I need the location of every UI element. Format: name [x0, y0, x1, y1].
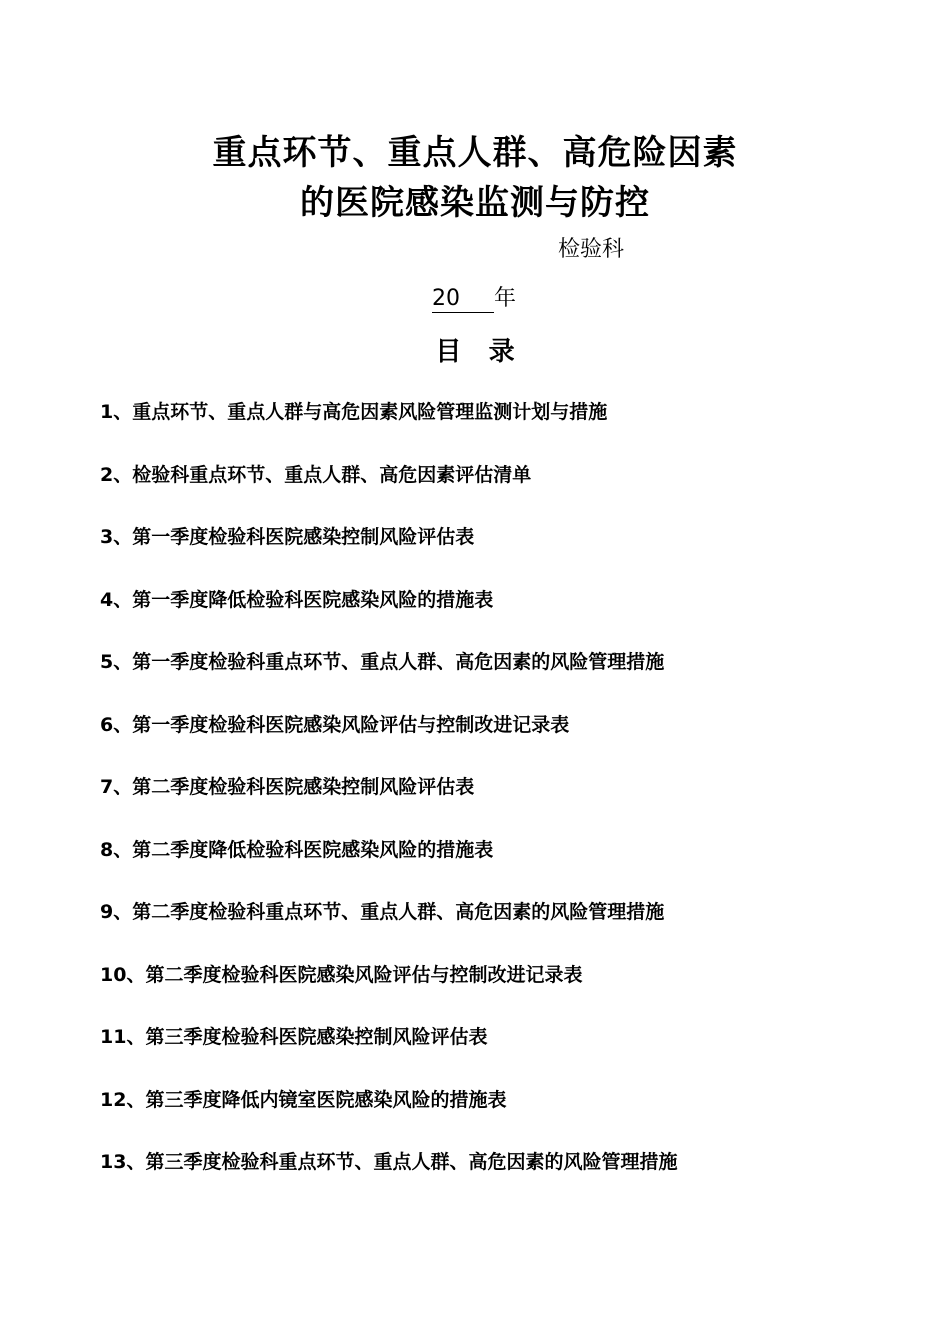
toc-item: 10、第二季度检验科医院感染风险评估与控制改进记录表	[100, 963, 583, 986]
toc-item: 6、第一季度检验科医院感染风险评估与控制改进记录表	[100, 713, 570, 736]
toc-item: 4、第一季度降低检验科医院感染风险的措施表	[100, 588, 494, 611]
toc-item: 9、第二季度检验科重点环节、重点人群、高危因素的风险管理措施	[100, 901, 665, 923]
toc-item: 3、第一季度检验科医院感染控制风险评估表	[100, 526, 475, 548]
toc-item: 12、第三季度降低内镜室医院感染风险的措施表	[100, 1088, 507, 1111]
toc-item: 1、重点环节、重点人群与高危因素风险管理监测计划与措施	[100, 401, 608, 423]
table-of-contents	[100, 393, 677, 1206]
toc-heading: 目 录	[435, 337, 515, 367]
year-line	[432, 283, 516, 315]
toc-item: 13、第三季度检验科重点环节、重点人群、高危因素的风险管理措施	[100, 1151, 678, 1173]
department-label: 检验科	[558, 237, 625, 262]
toc-item: 2、检验科重点环节、重点人群、高危因素评估清单	[100, 463, 532, 486]
document-title-line-2: 的医院感染监测与防控	[300, 183, 650, 223]
year-prefix: 20	[432, 286, 494, 313]
document-title-line-1: 重点环节、重点人群、高危险因素	[212, 133, 738, 173]
toc-item: 8、第二季度降低检验科医院感染风险的措施表	[100, 838, 494, 861]
year-suffix: 年	[494, 286, 517, 311]
toc-item: 5、第一季度检验科重点环节、重点人群、高危因素的风险管理措施	[100, 651, 665, 673]
toc-item: 11、第三季度检验科医院感染控制风险评估表	[100, 1026, 488, 1048]
toc-item: 7、第二季度检验科医院感染控制风险评估表	[100, 776, 475, 798]
